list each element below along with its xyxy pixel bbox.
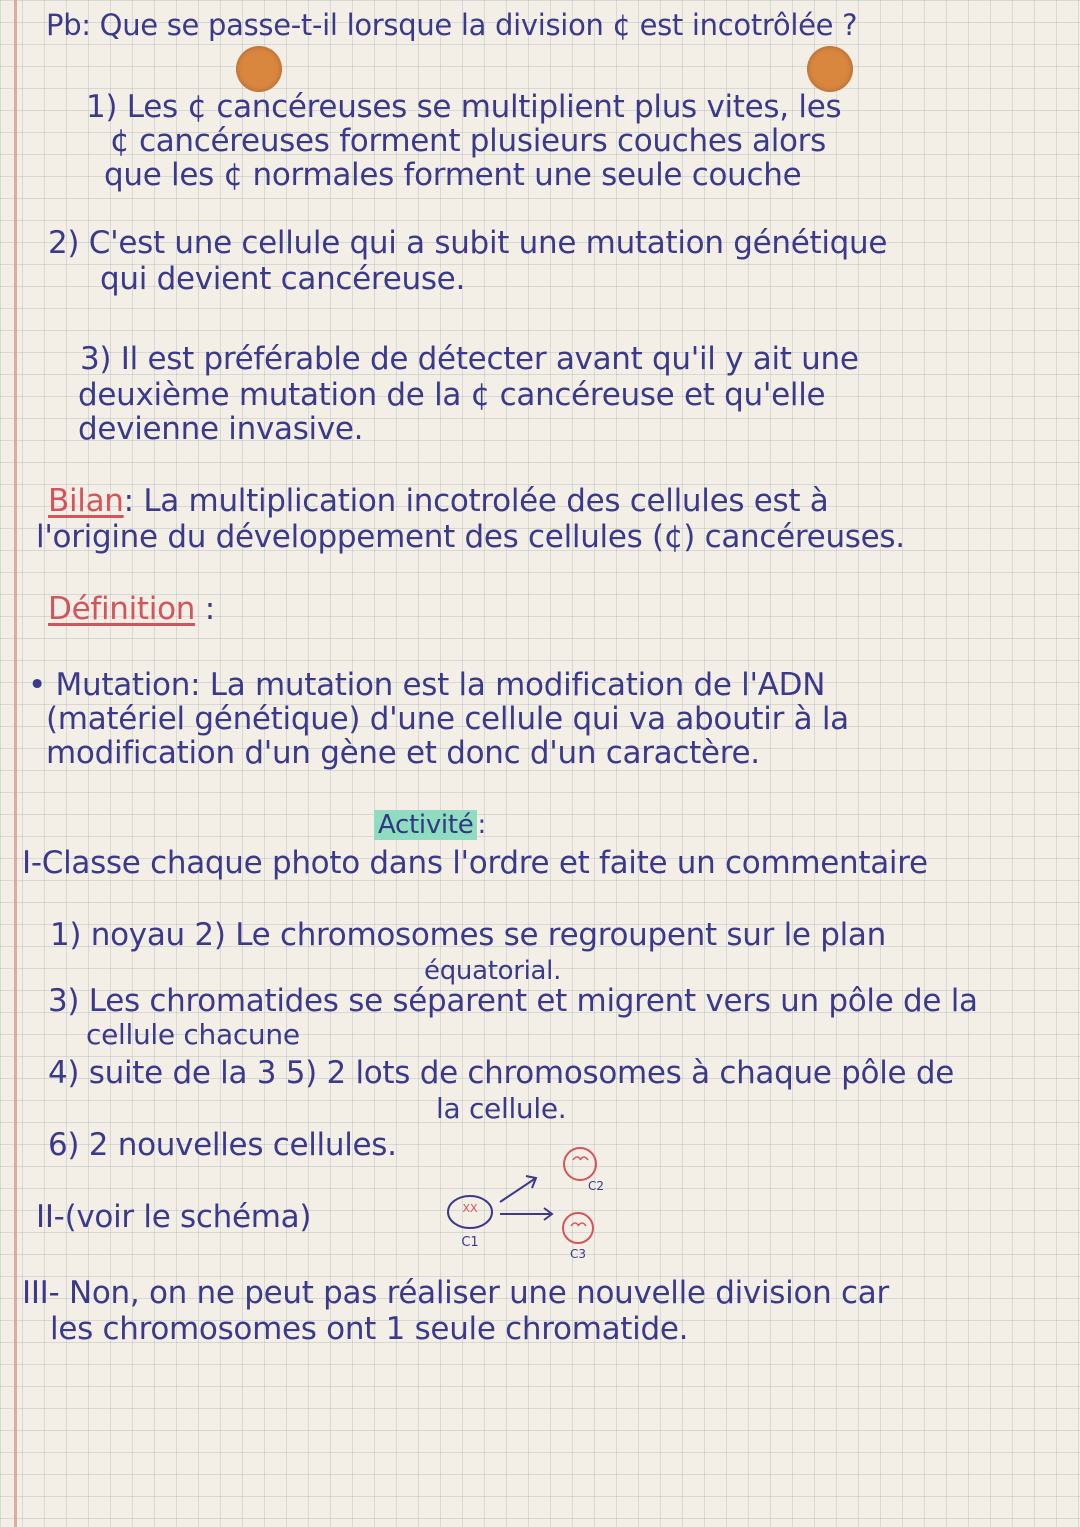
answer-line-6: 3) Il est préférable de détecter avant qu'il y ait une bbox=[80, 341, 859, 377]
margin-line bbox=[14, 0, 17, 1527]
answer-line-7: deuxième mutation de la ¢ cancéreuse et qu'elle bbox=[78, 377, 826, 413]
definition-line-1: • Mutation: La mutation est la modification de l'ADN bbox=[28, 667, 826, 703]
binder-hole-left bbox=[236, 46, 282, 92]
binder-hole-right bbox=[807, 46, 853, 92]
activite-line-11: les chromosomes ont 1 seule chromatide. bbox=[50, 1311, 689, 1347]
activite-line-6: 4) suite de la 3 5) 2 lots de chromosomes à chaque pôle de bbox=[48, 1055, 955, 1091]
answer-line-5: qui devient cancéreuse. bbox=[100, 261, 465, 297]
parent-cell bbox=[448, 1196, 492, 1250]
answer-line-3: que les ¢ normales forment une seule couche bbox=[104, 157, 802, 193]
daughter-cell-bottom bbox=[563, 1213, 593, 1261]
answer-line-1: 1) Les ¢ cancéreuses se multiplient plus vites, les bbox=[86, 89, 842, 125]
activite-line-5: cellule chacune bbox=[86, 1018, 300, 1051]
activite-line-2: 1) noyau 2) Le chromosomes se regroupent sur le plan bbox=[50, 917, 886, 953]
activite-line-9: II-(voir le schéma) bbox=[36, 1199, 312, 1235]
bilan-text-1: : La multiplication incotrolée des cellules est à bbox=[123, 483, 829, 519]
bilan-label: Bilan bbox=[48, 483, 124, 519]
parent-label: C1 bbox=[461, 1235, 479, 1250]
bilan-line-1 bbox=[48, 484, 1080, 518]
daughter-cell-top bbox=[564, 1148, 604, 1193]
definition-colon: : bbox=[204, 591, 215, 627]
daughter-bottom-label: C3 bbox=[570, 1247, 587, 1261]
activite-heading bbox=[374, 808, 1080, 842]
cell-division-diagram bbox=[440, 1140, 620, 1270]
activite-line-7: la cellule. bbox=[436, 1092, 567, 1125]
parent-chromosomes: XX bbox=[462, 1202, 478, 1215]
definition-line-2: (matériel génétique) d'une cellule qui va aboutir à la bbox=[46, 701, 849, 737]
answer-line-4: 2) C'est une cellule qui a subit une mutation génétique bbox=[48, 225, 888, 261]
definition-line-3: modification d'un gène et donc d'un caractère. bbox=[46, 735, 760, 771]
problem-statement: Pb: Que se passe-t-il lorsque la division ¢ est incotrôlée ? bbox=[46, 8, 858, 42]
arrow-up bbox=[500, 1178, 536, 1202]
activite-line-8: 6) 2 nouvelles cellules. bbox=[48, 1127, 397, 1163]
activite-line-3: équatorial. bbox=[424, 956, 562, 986]
activite-line-10: III- Non, on ne peut pas réaliser une nouvelle division car bbox=[22, 1275, 889, 1311]
answer-line-8: devienne invasive. bbox=[78, 411, 364, 447]
activite-colon: : bbox=[477, 810, 486, 840]
activite-line-1: I-Classe chaque photo dans l'ordre et faite un commentaire bbox=[22, 845, 928, 881]
bilan-line-2: l'origine du développement des cellules (¢) cancéreuses. bbox=[36, 519, 905, 555]
daughter-top-label: C2 bbox=[588, 1179, 605, 1193]
answer-line-2: ¢ cancéreuses forment plusieurs couches alors bbox=[110, 123, 826, 159]
definition-heading bbox=[48, 592, 1080, 626]
definition-term: Mutation bbox=[55, 667, 191, 703]
activite-title: Activité bbox=[374, 810, 477, 840]
activite-line-4: 3) Les chromatides se séparent et migrent vers un pôle de la bbox=[48, 983, 978, 1019]
definition-title: Définition bbox=[48, 591, 196, 627]
definition-text-1: : La mutation est la modification de l'ADN bbox=[190, 667, 826, 703]
